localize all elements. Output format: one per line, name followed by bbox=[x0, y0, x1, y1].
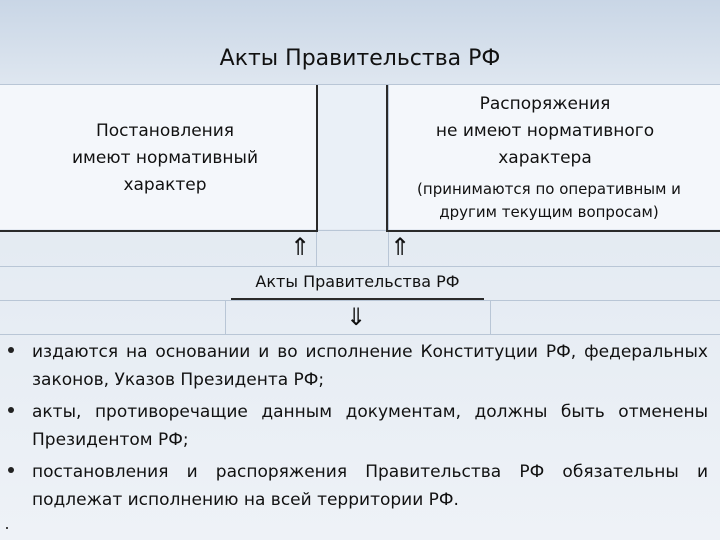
grid-line bbox=[490, 300, 491, 334]
bullet-icon bbox=[8, 407, 14, 413]
list-item bbox=[8, 398, 708, 454]
grid-line bbox=[225, 300, 226, 334]
postanovleniya-text: Постановления имеют нормативный характер bbox=[71, 121, 259, 195]
list-item bbox=[8, 338, 708, 394]
gap-cell bbox=[316, 85, 388, 229]
bullet-icon bbox=[8, 467, 14, 473]
grid-line bbox=[0, 334, 720, 335]
cell-border bbox=[388, 230, 720, 232]
bullet-list bbox=[8, 338, 708, 518]
cell-border bbox=[316, 85, 318, 232]
down-arrow-icon: ⇓ bbox=[346, 303, 367, 331]
decorative-dot bbox=[6, 527, 8, 529]
rasporyazheniya-note: (принимаются по оперативным и другим текущим вопросам) bbox=[417, 180, 681, 221]
up-arrow-icon: ⇑ bbox=[390, 233, 411, 261]
grid-line bbox=[0, 266, 720, 267]
bullet-text: издаются на основании и во исполнение Конституции РФ, федеральных законов, Указов Президента РФ; bbox=[32, 342, 708, 390]
grid-line bbox=[0, 300, 720, 301]
cell-border bbox=[386, 85, 388, 232]
grid-line bbox=[0, 84, 720, 85]
middle-label-underline bbox=[231, 298, 484, 300]
grid-line bbox=[388, 85, 389, 266]
bullet-text: акты, противоречащие данным документам, должны быть отменены Президентом РФ; bbox=[32, 402, 708, 450]
bullet-text: постановления и распоряжения Правительства РФ обязательны и подлежат исполнению на всей территории РФ. bbox=[32, 462, 708, 510]
list-item bbox=[8, 458, 708, 514]
bullet-icon bbox=[8, 347, 14, 353]
up-arrow-icon: ⇑ bbox=[290, 233, 311, 261]
middle-label: Акты Правительства РФ bbox=[255, 272, 460, 291]
cell-border bbox=[0, 230, 316, 232]
slide-title: Акты Правительства РФ bbox=[219, 46, 501, 71]
rasporyazheniya-text: Распоряжения не имеют нормативного характера bbox=[435, 94, 655, 168]
